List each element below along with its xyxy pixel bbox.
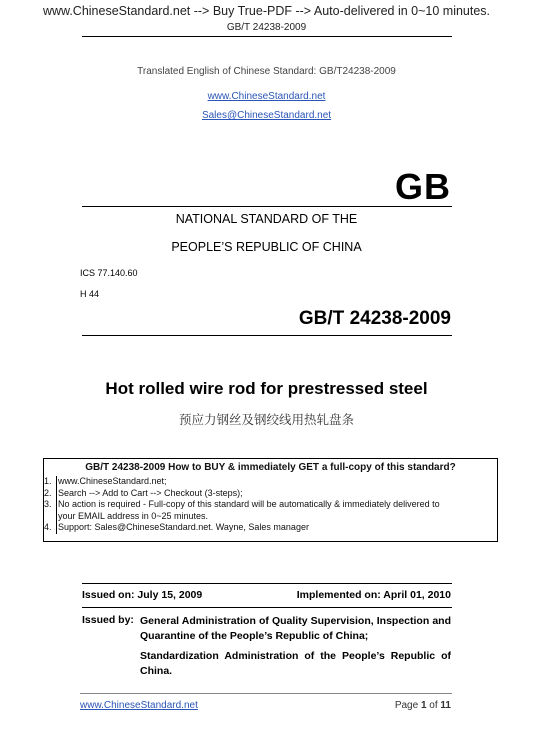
h-code: H 44 [80,289,100,299]
header-standard-code: GB/T 24238-2009 [226,22,307,33]
page-of: of [426,700,441,711]
step-text: Support: Sales@ChineseStandard.net. Wayne, Sales manager [58,522,309,532]
step-text: your EMAIL address in 0~25 minutes. [58,510,208,521]
buy-step-3 [44,499,497,511]
step-text: Search --> Add to Cart --> Checkout (3-steps); [58,487,243,498]
standard-number: GB/T 24238-2009 [298,308,451,329]
national-standard-line2: PEOPLE’S REPUBLIC OF CHINA [171,240,362,254]
issued-on-date: Issued on: July 15, 2009 [82,589,203,601]
buy-step-3-continued [44,511,497,523]
page-total: 11 [440,700,451,711]
footer-website-link[interactable]: www.ChineseStandard.net [80,700,198,711]
buy-step-4 [44,522,497,534]
gb-mark: GB [395,166,451,207]
email-link[interactable]: Sales@ChineseStandard.net [201,110,332,121]
document-title: Hot rolled wire rod for prestressed steel [105,379,428,398]
step-number [44,511,57,523]
national-standard-line1: NATIONAL STANDARD OF THE [175,212,358,226]
issued-by-authority-1: General Administration of Quality Supervision, Inspection and Quarantine of the People’s Republic of China; [140,615,451,642]
gb-rule [82,206,452,207]
step-text: No action is required - Full-copy of this standard will be automatically & immediately delivered to [58,499,440,509]
step-number: 1. [44,476,57,488]
top-banner-text: www.ChineseStandard.net --> Buy True-PDF --> Auto-delivered in 0~10 minutes. [42,4,491,18]
translated-note: Translated English of Chinese Standard: GB/T24238-2009 [137,66,396,77]
step-number: 4. [44,522,57,534]
website-link-wrap [0,86,533,104]
step-number: 2. [44,488,57,500]
issued-by-label: Issued by: [82,614,134,626]
page-indicator [395,700,451,711]
buy-step-2 [44,488,497,500]
dates-bottom-rule [82,607,452,608]
footer-rule [80,693,452,694]
step-text[interactable]: www.ChineseStandard.net; [58,476,167,486]
email-link-wrap [0,105,533,123]
standard-rule [82,335,452,336]
buy-instructions-box [43,458,498,542]
implemented-on-date: Implemented on: April 01, 2010 [296,589,451,601]
step-number: 3. [44,499,57,511]
ics-code: ICS 77.140.60 [80,268,138,278]
dates-top-rule [82,583,452,584]
buy-box-heading: GB/T 24238-2009 How to BUY & immediately GET a full-copy of this standard? [85,462,456,473]
header-rule [82,36,452,37]
document-title-chinese: 预应力钢丝及钢绞线用热轧盘条 [178,412,354,427]
website-link[interactable]: www.ChineseStandard.net [207,91,326,102]
page-current: 1 [420,700,427,711]
page-prefix: Page [394,700,421,711]
buy-step-1 [44,476,497,488]
issued-by-authority-2: Standardization Administration of the People’s Republic of China. [140,650,451,677]
